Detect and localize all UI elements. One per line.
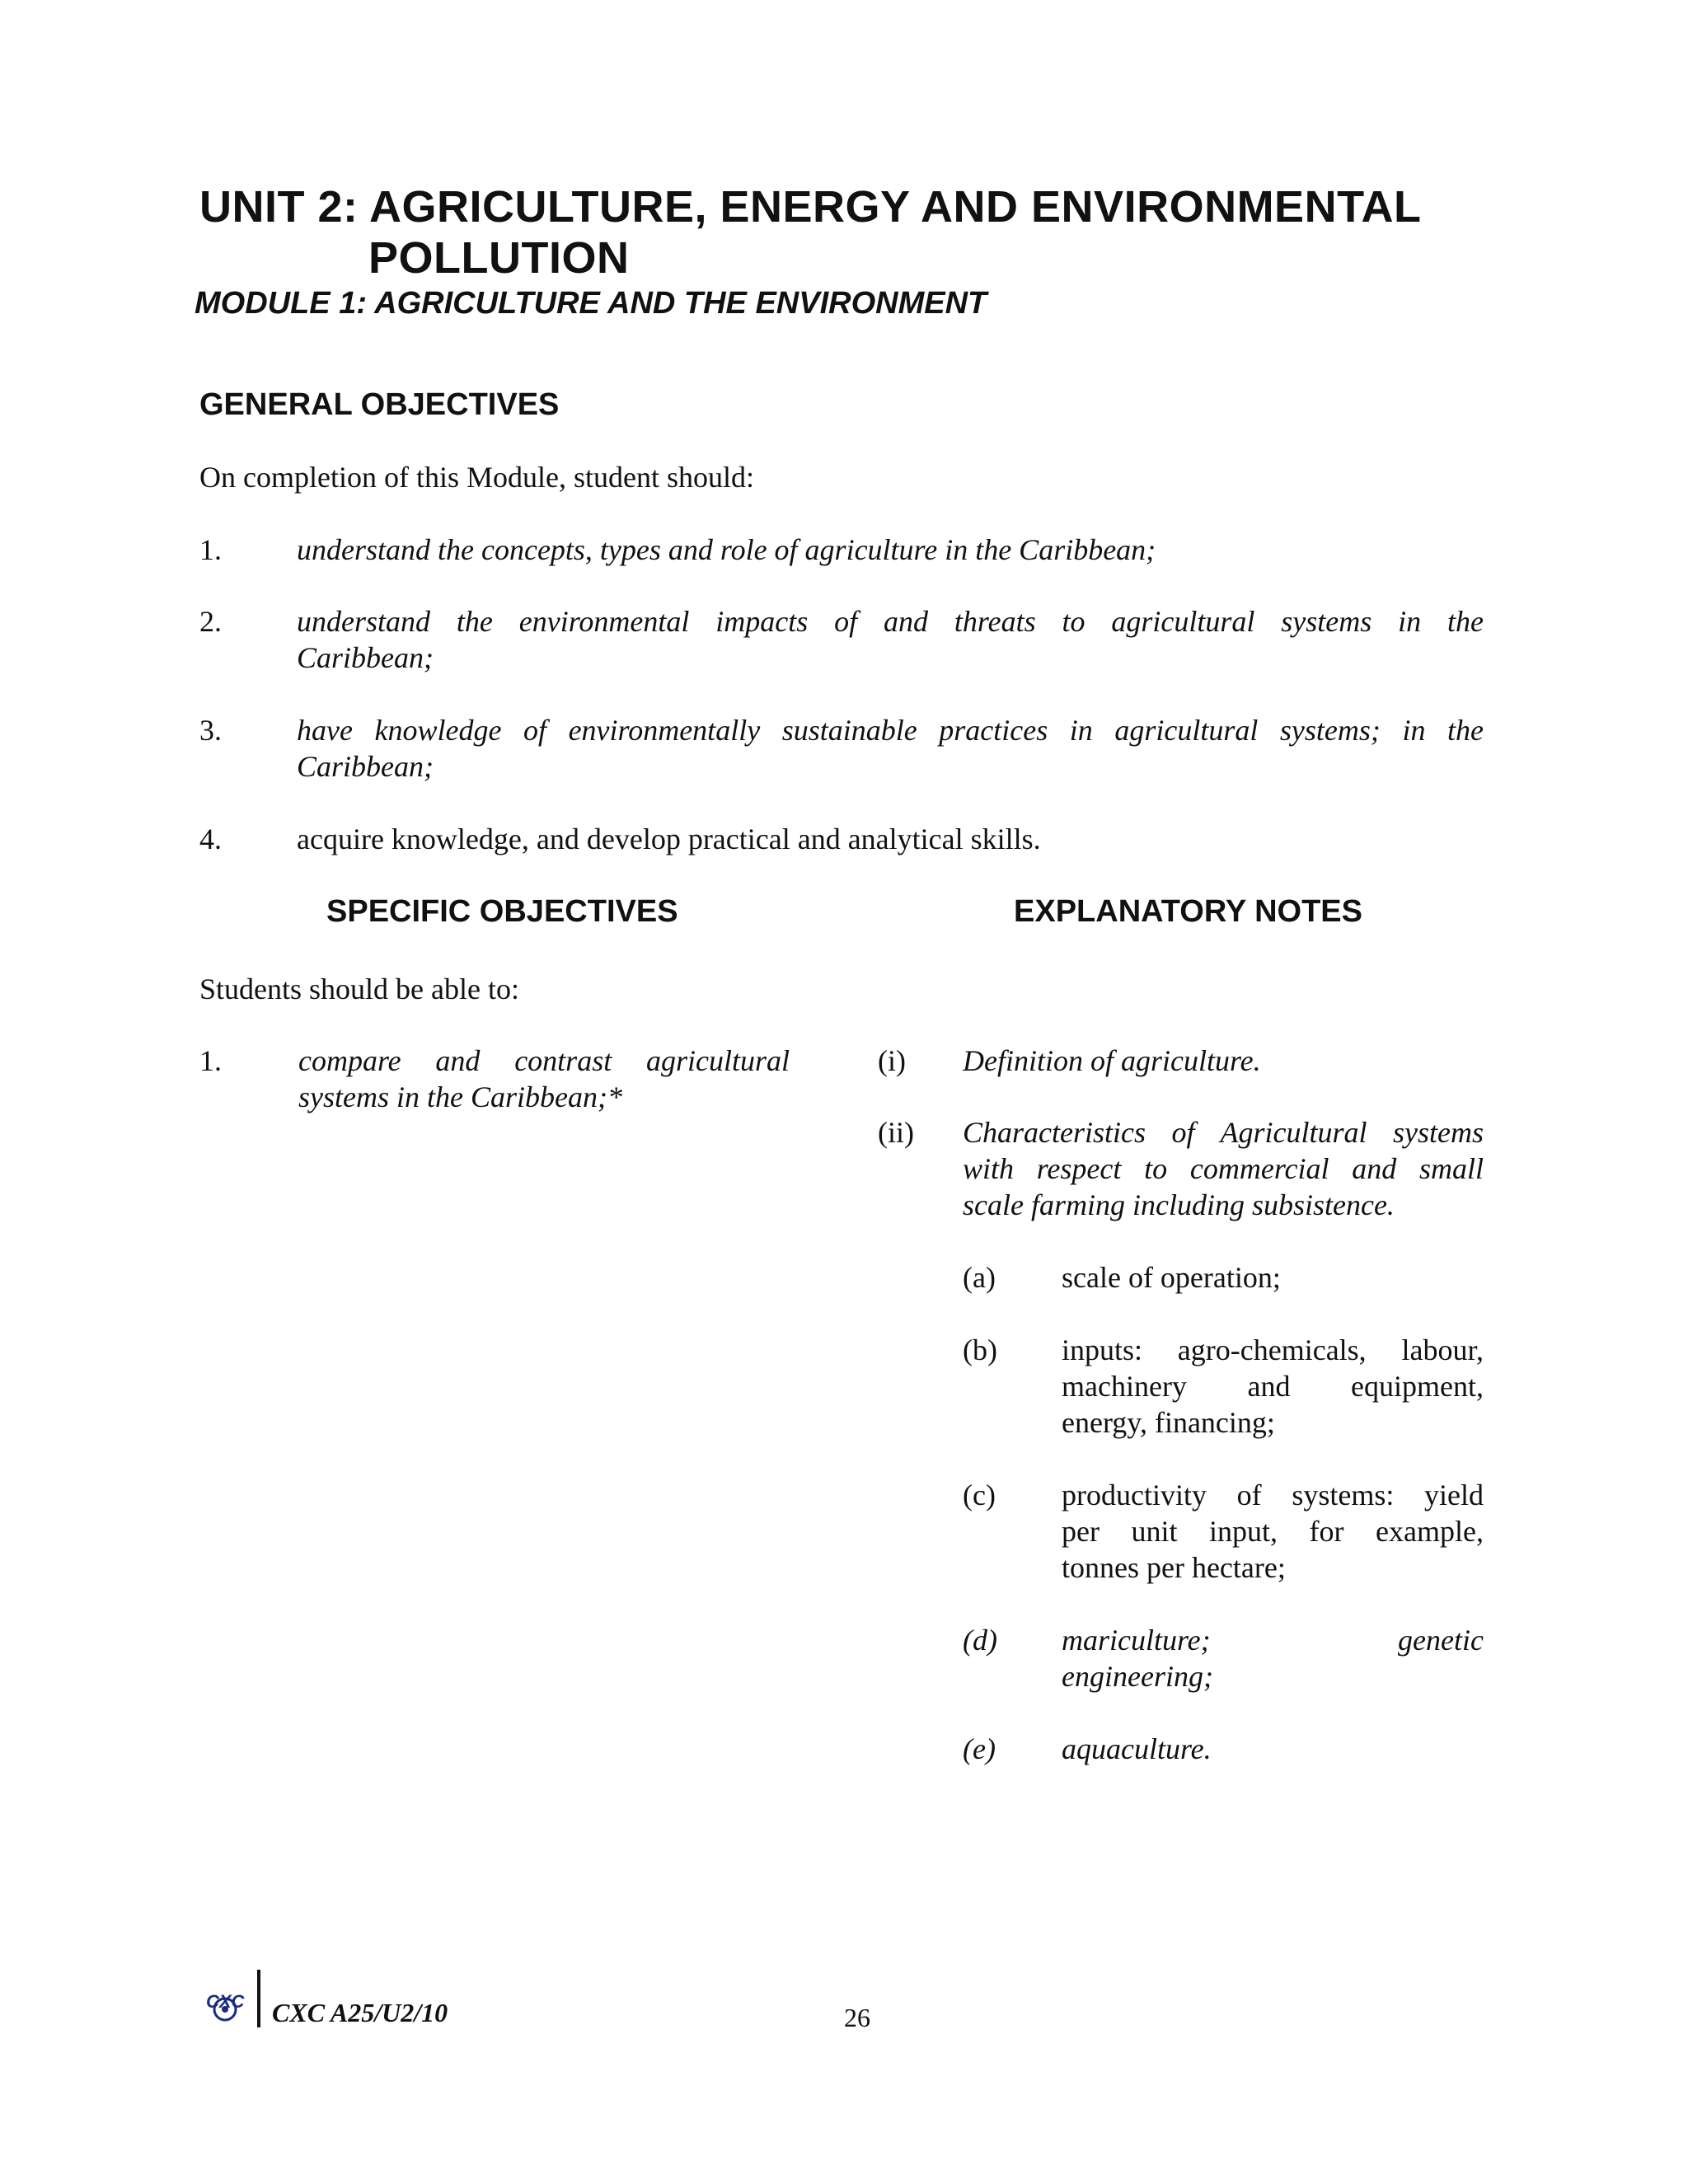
- list-item-number: (i): [878, 1044, 906, 1077]
- list-item-text-continued: per unit input, for example,: [1062, 1515, 1484, 1548]
- list-item-text: mariculture; genetic: [1062, 1624, 1484, 1657]
- list-item-number: (c): [963, 1479, 996, 1511]
- page-number: 26: [844, 2003, 870, 2032]
- list-item-number: (ii): [878, 1116, 914, 1149]
- list-item-text-continued: Caribbean;: [297, 641, 434, 674]
- cxc-logo: [204, 1985, 252, 2027]
- list-item-number: 1.: [199, 1044, 222, 1077]
- list-item-text-continued: with respect to commercial and small: [963, 1152, 1484, 1185]
- general-objectives-intro: On completion of this Module, student should:: [199, 461, 754, 494]
- list-item-text: understand the concepts, types and role of agriculture in the Caribbean;: [297, 533, 1156, 566]
- list-item-text: Characteristics of Agricultural systems: [963, 1116, 1484, 1149]
- list-item-number: (b): [963, 1333, 997, 1366]
- document-code: CXC A25/U2/10: [272, 1998, 448, 2027]
- unit-title: UNIT 2: AGRICULTURE, ENERGY AND ENVIRONMENTAL: [199, 182, 1422, 232]
- list-item-text: aquaculture.: [1062, 1732, 1212, 1765]
- list-item-number: (e): [963, 1732, 996, 1765]
- students-intro: Students should be able to:: [199, 972, 519, 1005]
- list-item-number: 2.: [199, 605, 222, 638]
- list-item-text-continued: Caribbean;: [297, 750, 434, 783]
- list-item-number: 1.: [199, 533, 222, 566]
- list-item-text: inputs: agro-chemicals, labour,: [1062, 1333, 1484, 1366]
- list-item-text: understand the environmental impacts of and threats to agricultural systems in the: [297, 605, 1484, 638]
- unit-title-continued: POLLUTION: [368, 233, 630, 283]
- list-item-number: (d): [963, 1624, 997, 1657]
- list-item-text-continued: machinery and equipment,: [1062, 1370, 1484, 1403]
- list-item-text: have knowledge of environmentally sustainable practices in agricultural systems; in the: [297, 714, 1484, 747]
- footer-divider: [257, 1970, 260, 2027]
- module-title: MODULE 1: AGRICULTURE AND THE ENVIRONMENT: [195, 286, 987, 321]
- list-item-text-continued: tonnes per hectare;: [1062, 1551, 1286, 1584]
- list-item-text: scale of operation;: [1062, 1261, 1281, 1294]
- general-objectives-heading: GENERAL OBJECTIVES: [199, 387, 560, 422]
- list-item-number: 4.: [199, 823, 222, 855]
- logo-text: CXC: [206, 1991, 245, 2012]
- list-item-text: acquire knowledge, and develop practical and analytical skills.: [297, 823, 1041, 855]
- list-item-text-continued: scale farming including subsistence.: [963, 1188, 1395, 1221]
- list-item-text-continued: systems in the Caribbean;*: [298, 1080, 622, 1113]
- list-item-text-continued: energy, financing;: [1062, 1406, 1275, 1439]
- explanatory-notes-heading: EXPLANATORY NOTES: [1014, 894, 1362, 929]
- list-item-number: (a): [963, 1261, 996, 1294]
- list-item-text: Definition of agriculture.: [963, 1044, 1261, 1077]
- list-item-text-continued: engineering;: [1062, 1660, 1213, 1693]
- list-item-text: productivity of systems: yield: [1062, 1479, 1484, 1511]
- list-item-number: 3.: [199, 714, 222, 747]
- list-item-text: compare and contrast agricultural: [298, 1044, 790, 1077]
- specific-objectives-heading: SPECIFIC OBJECTIVES: [326, 894, 678, 929]
